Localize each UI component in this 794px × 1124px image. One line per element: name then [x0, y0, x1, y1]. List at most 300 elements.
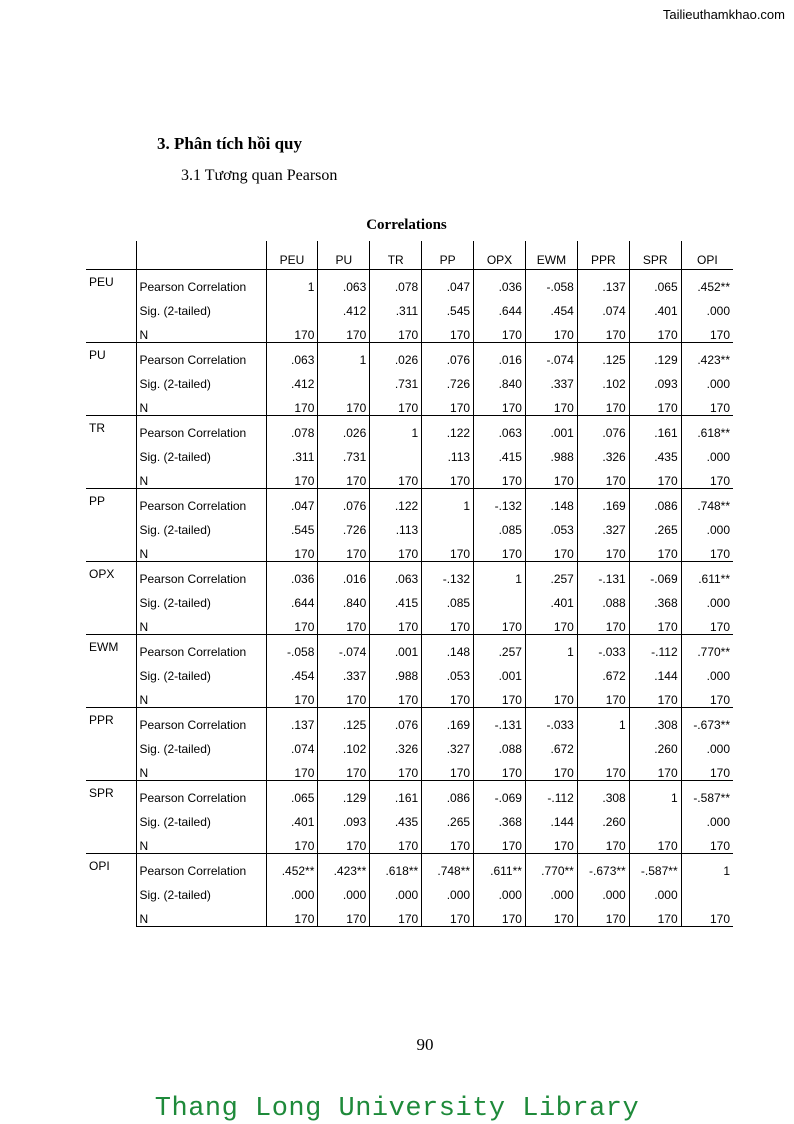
table-cell: 170: [422, 537, 474, 562]
table-cell: .148: [422, 635, 474, 660]
table-cell: .078: [370, 270, 422, 295]
table-cell: .001: [370, 635, 422, 660]
table-cell: 170: [318, 756, 370, 781]
table-cell: 170: [577, 610, 629, 635]
stat-label: Pearson Correlation: [136, 343, 266, 368]
table-cell: 170: [709, 328, 731, 342]
table-cell: .076: [318, 489, 370, 514]
table-cell: [525, 659, 577, 683]
table-cell: 170: [525, 683, 577, 708]
table-row: [86, 610, 733, 635]
table-cell: 170: [422, 756, 474, 781]
table-cell: -.112: [525, 781, 577, 806]
table-cell: .085: [422, 586, 474, 610]
table-cell: .401: [629, 294, 681, 318]
table-cell: -.074: [525, 343, 577, 368]
table-cell: -.069: [474, 781, 526, 806]
column-header: TR: [370, 241, 422, 270]
table-cell: .169: [577, 489, 629, 514]
table-row: [86, 270, 733, 295]
table-cell: .423**: [681, 343, 733, 368]
table-cell: .076: [422, 343, 474, 368]
table-cell: 170: [709, 401, 731, 415]
table-title: Correlations: [366, 217, 447, 233]
table-cell: .412: [266, 367, 318, 391]
table-cell: .618**: [370, 854, 422, 879]
table-cell: 170: [629, 318, 681, 343]
table-cell: .726: [422, 367, 474, 391]
table-cell: .125: [577, 343, 629, 368]
table-cell: .093: [629, 367, 681, 391]
table-cell: [266, 294, 318, 318]
table-cell: 170: [577, 318, 629, 343]
table-cell: 1: [525, 635, 577, 660]
table-row: [86, 854, 733, 879]
table-cell: -.058: [266, 635, 318, 660]
table-cell: 170: [709, 766, 731, 780]
table-cell: -.033: [525, 708, 577, 733]
stat-label: Pearson Correlation: [136, 635, 266, 660]
table-cell: .368: [474, 805, 526, 829]
column-header: OPI: [681, 241, 733, 270]
table-cell: .065: [629, 270, 681, 295]
table-cell: .036: [266, 562, 318, 587]
table-cell: .125: [318, 708, 370, 733]
table-cell: [681, 878, 733, 902]
table-cell: 170: [709, 547, 731, 561]
table-cell: -.587**: [629, 854, 681, 879]
table-cell: [629, 805, 681, 829]
table-cell: -.069: [629, 562, 681, 587]
table-cell: .000: [706, 596, 731, 610]
table-cell: .122: [422, 416, 474, 441]
table-cell: 170: [370, 829, 422, 854]
table-cell: 170: [266, 610, 318, 635]
table-cell: 1: [370, 416, 422, 441]
table-cell: 170: [266, 537, 318, 562]
stat-label: N: [136, 610, 266, 635]
table-cell: 170: [577, 537, 629, 562]
table-row: [86, 805, 733, 829]
table-row: [86, 683, 733, 708]
table-cell: .308: [577, 781, 629, 806]
table-cell: 170: [266, 683, 318, 708]
stat-label: Sig. (2-tailed): [136, 367, 266, 391]
row-variable: PP: [86, 489, 136, 562]
table-cell: .770**: [525, 854, 577, 879]
table-cell: 170: [709, 474, 731, 488]
table-cell: .726: [318, 513, 370, 537]
table-cell: .435: [629, 440, 681, 464]
stat-label: Sig. (2-tailed): [136, 513, 266, 537]
table-cell: 170: [525, 464, 577, 489]
row-variable: EWM: [86, 635, 136, 708]
table-cell: -.074: [318, 635, 370, 660]
table-cell: .000: [706, 815, 731, 829]
table-row: [86, 659, 733, 683]
table-cell: 170: [422, 464, 474, 489]
table-cell: .000: [706, 742, 731, 756]
table-cell: .053: [422, 659, 474, 683]
table-cell: -.587**: [681, 781, 733, 806]
table-cell: 170: [370, 537, 422, 562]
table-cell: .412: [318, 294, 370, 318]
table-cell: 170: [629, 829, 681, 854]
library-footer: Thang Long University Library: [154, 1094, 640, 1124]
stat-label: Pearson Correlation: [136, 270, 266, 295]
table-row: [86, 513, 733, 537]
table-cell: .368: [629, 586, 681, 610]
table-row: [86, 562, 733, 587]
stat-label: Pearson Correlation: [136, 854, 266, 879]
table-cell: 170: [422, 683, 474, 708]
table-cell: .265: [422, 805, 474, 829]
row-variable: PU: [86, 343, 136, 416]
table-cell: 170: [577, 464, 629, 489]
table-cell: .748**: [681, 489, 733, 514]
table-row: [86, 318, 733, 343]
table-cell: -.131: [577, 562, 629, 587]
table-cell: 170: [266, 902, 318, 927]
site-watermark[interactable]: Tailieuthamkhao.com: [662, 7, 785, 22]
table-cell: .000: [577, 878, 629, 902]
row-variable: OPX: [86, 562, 136, 635]
section-heading: 3. Phân tích hồi quy: [157, 134, 303, 153]
table-cell: 170: [681, 902, 733, 927]
table-cell: [577, 732, 629, 756]
table-cell: 170: [422, 391, 474, 416]
table-cell: .001: [525, 416, 577, 441]
table-cell: 170: [629, 391, 681, 416]
table-cell: .644: [474, 294, 526, 318]
table-cell: .001: [474, 659, 526, 683]
stat-label: N: [136, 756, 266, 781]
table-cell: .053: [525, 513, 577, 537]
table-cell: .452**: [681, 270, 733, 295]
table-cell: .415: [474, 440, 526, 464]
table-cell: 170: [474, 829, 526, 854]
table-cell: .618**: [681, 416, 733, 441]
table-cell: .074: [577, 294, 629, 318]
table-row: [86, 756, 733, 781]
table-cell: -.058: [525, 270, 577, 295]
table-cell: 170: [474, 756, 526, 781]
column-header: EWM: [525, 241, 577, 270]
table-cell: .148: [525, 489, 577, 514]
table-cell: .257: [474, 635, 526, 660]
stat-label: Pearson Correlation: [136, 562, 266, 587]
table-cell: [318, 367, 370, 391]
table-cell: .000: [706, 304, 731, 318]
table-row: [86, 343, 733, 368]
stat-label: Sig. (2-tailed): [136, 586, 266, 610]
table-cell: .988: [525, 440, 577, 464]
table-cell: .144: [629, 659, 681, 683]
table-cell: -.131: [474, 708, 526, 733]
table-cell: 170: [629, 610, 681, 635]
table-cell: 170: [629, 756, 681, 781]
table-cell: .000: [629, 878, 681, 902]
table-cell: -.132: [474, 489, 526, 514]
column-header: SPR: [629, 241, 681, 270]
table-cell: .308: [629, 708, 681, 733]
table-row: [86, 878, 733, 902]
table-cell: .327: [577, 513, 629, 537]
table-row: [86, 391, 733, 416]
table-cell: .102: [577, 367, 629, 391]
table-cell: .337: [525, 367, 577, 391]
column-header: PEU: [266, 241, 318, 270]
table-cell: .731: [370, 367, 422, 391]
table-cell: .026: [370, 343, 422, 368]
table-cell: -.673**: [681, 708, 733, 733]
table-cell: -.112: [629, 635, 681, 660]
table-cell: .731: [318, 440, 370, 464]
table-cell: .000: [706, 523, 731, 537]
table-cell: .337: [318, 659, 370, 683]
table-row: [86, 829, 733, 854]
table-cell: 1: [474, 562, 526, 587]
row-variable: OPI: [86, 854, 136, 927]
table-cell: .063: [370, 562, 422, 587]
table-cell: .311: [370, 294, 422, 318]
stat-label: Pearson Correlation: [136, 708, 266, 733]
table-row: [86, 440, 733, 464]
table-cell: 1: [318, 343, 370, 368]
header-blank: [136, 241, 266, 270]
table-cell: .000: [525, 878, 577, 902]
table-cell: .401: [525, 586, 577, 610]
table-cell: .260: [577, 805, 629, 829]
table-cell: 170: [629, 902, 681, 927]
table-cell: .000: [266, 878, 318, 902]
table-cell: .074: [266, 732, 318, 756]
table-row: [86, 489, 733, 514]
page-number: 90: [416, 1035, 434, 1054]
table-cell: .000: [318, 878, 370, 902]
table-cell: 170: [266, 464, 318, 489]
table-cell: 170: [525, 902, 577, 927]
table-cell: 170: [422, 318, 474, 343]
table-cell: .000: [370, 878, 422, 902]
table-cell: .840: [474, 367, 526, 391]
table-cell: -.673**: [577, 854, 629, 879]
table-cell: 170: [370, 610, 422, 635]
column-header: PU: [318, 241, 370, 270]
table-cell: 170: [525, 829, 577, 854]
table-cell: 1: [681, 854, 733, 879]
table-cell: 170: [525, 391, 577, 416]
table-cell: 170: [474, 610, 526, 635]
table-cell: 170: [318, 537, 370, 562]
table-cell: .122: [370, 489, 422, 514]
table-cell: .327: [422, 732, 474, 756]
table-row: [86, 367, 733, 391]
column-header: OPX: [474, 241, 526, 270]
table-cell: [422, 513, 474, 537]
table-cell: 170: [370, 391, 422, 416]
table-cell: .672: [525, 732, 577, 756]
table-cell: 170: [525, 318, 577, 343]
table-cell: .611**: [681, 562, 733, 587]
table-cell: 170: [266, 756, 318, 781]
table-cell: 170: [474, 537, 526, 562]
table-cell: 170: [266, 391, 318, 416]
table-cell: .093: [318, 805, 370, 829]
table-cell: 170: [474, 391, 526, 416]
table-cell: 170: [525, 610, 577, 635]
table-cell: .454: [266, 659, 318, 683]
table-cell: 170: [318, 464, 370, 489]
table-cell: .016: [318, 562, 370, 587]
table-cell: .770**: [681, 635, 733, 660]
stat-label: Pearson Correlation: [136, 489, 266, 514]
table-cell: 170: [629, 464, 681, 489]
correlations-table: [86, 241, 733, 927]
table-cell: .078: [266, 416, 318, 441]
table-cell: -.033: [577, 635, 629, 660]
table-cell: 170: [318, 829, 370, 854]
row-variable: PPR: [86, 708, 136, 781]
table-cell: .326: [577, 440, 629, 464]
table-cell: .047: [422, 270, 474, 295]
table-cell: .088: [474, 732, 526, 756]
table-cell: .401: [266, 805, 318, 829]
table-cell: .435: [370, 805, 422, 829]
row-variable: PEU: [86, 270, 136, 343]
subsection-heading: 3.1 Tương quan Pearson: [181, 167, 338, 184]
stat-label: N: [136, 464, 266, 489]
table-row: [86, 416, 733, 441]
table-cell: .113: [422, 440, 474, 464]
table-cell: 170: [474, 464, 526, 489]
table-cell: 170: [266, 318, 318, 343]
table-cell: .161: [629, 416, 681, 441]
row-variable: TR: [86, 416, 136, 489]
table-cell: .047: [266, 489, 318, 514]
table-cell: .000: [706, 450, 731, 464]
header-row: [86, 241, 733, 270]
table-cell: 170: [318, 391, 370, 416]
table-cell: 1: [629, 781, 681, 806]
table-row: [86, 464, 733, 489]
table-row: [86, 586, 733, 610]
table-cell: 170: [709, 620, 731, 634]
table-cell: .137: [266, 708, 318, 733]
table-cell: 170: [370, 318, 422, 343]
table-cell: .265: [629, 513, 681, 537]
table-body: [86, 270, 733, 927]
stat-label: Pearson Correlation: [136, 416, 266, 441]
table-cell: .415: [370, 586, 422, 610]
table-cell: 170: [577, 391, 629, 416]
column-header: PP: [422, 241, 474, 270]
table-cell: .076: [577, 416, 629, 441]
table-cell: .257: [525, 562, 577, 587]
table-cell: .169: [422, 708, 474, 733]
table-cell: .000: [706, 377, 731, 391]
table-row: [86, 635, 733, 660]
table-cell: .452**: [266, 854, 318, 879]
stat-label: N: [136, 829, 266, 854]
stat-label: N: [136, 902, 266, 927]
table-cell: .672: [577, 659, 629, 683]
table-cell: 170: [474, 318, 526, 343]
table-cell: 170: [370, 902, 422, 927]
table-cell: 170: [577, 756, 629, 781]
table-cell: .000: [422, 878, 474, 902]
table-cell: .326: [370, 732, 422, 756]
stat-label: N: [136, 537, 266, 562]
table-cell: .840: [318, 586, 370, 610]
stat-label: N: [136, 318, 266, 343]
table-cell: .000: [474, 878, 526, 902]
table-cell: .545: [422, 294, 474, 318]
table-cell: [474, 586, 526, 610]
table-cell: 170: [318, 902, 370, 927]
table-cell: .137: [577, 270, 629, 295]
stat-label: N: [136, 683, 266, 708]
table-cell: .545: [266, 513, 318, 537]
table-cell: 170: [577, 829, 629, 854]
table-cell: 170: [318, 318, 370, 343]
table-cell: .076: [370, 708, 422, 733]
stat-label: Sig. (2-tailed): [136, 732, 266, 756]
table-cell: .026: [318, 416, 370, 441]
stat-label: Sig. (2-tailed): [136, 440, 266, 464]
table-row: [86, 732, 733, 756]
table-cell: .423**: [318, 854, 370, 879]
table-cell: 170: [370, 683, 422, 708]
table-cell: .611**: [474, 854, 526, 879]
table-row: [86, 781, 733, 806]
table-cell: 170: [370, 464, 422, 489]
table-cell: 1: [266, 270, 318, 295]
table-cell: 170: [318, 610, 370, 635]
table-cell: .086: [629, 489, 681, 514]
table-cell: 170: [422, 902, 474, 927]
table-cell: .988: [370, 659, 422, 683]
table-cell: [370, 440, 422, 464]
table-cell: .102: [318, 732, 370, 756]
stat-label: Sig. (2-tailed): [136, 294, 266, 318]
column-header: PPR: [577, 241, 629, 270]
table-cell: .036: [474, 270, 526, 295]
table-cell: 170: [629, 683, 681, 708]
table-cell: 170: [525, 756, 577, 781]
table-cell: .063: [318, 270, 370, 295]
table-cell: 170: [474, 902, 526, 927]
table-cell: .088: [577, 586, 629, 610]
table-cell: .129: [318, 781, 370, 806]
table-cell: 170: [370, 756, 422, 781]
stat-label: Sig. (2-tailed): [136, 659, 266, 683]
table-cell: -.132: [422, 562, 474, 587]
table-cell: .644: [266, 586, 318, 610]
table-row: [86, 708, 733, 733]
table-cell: .311: [266, 440, 318, 464]
table-cell: 170: [709, 839, 731, 853]
table-cell: .016: [474, 343, 526, 368]
table-cell: .113: [370, 513, 422, 537]
table-cell: .000: [706, 669, 731, 683]
table-cell: .063: [266, 343, 318, 368]
table-cell: 170: [318, 683, 370, 708]
table-cell: 170: [577, 902, 629, 927]
table-row: [86, 294, 733, 318]
header-blank: [86, 241, 136, 270]
stat-label: Pearson Correlation: [136, 781, 266, 806]
